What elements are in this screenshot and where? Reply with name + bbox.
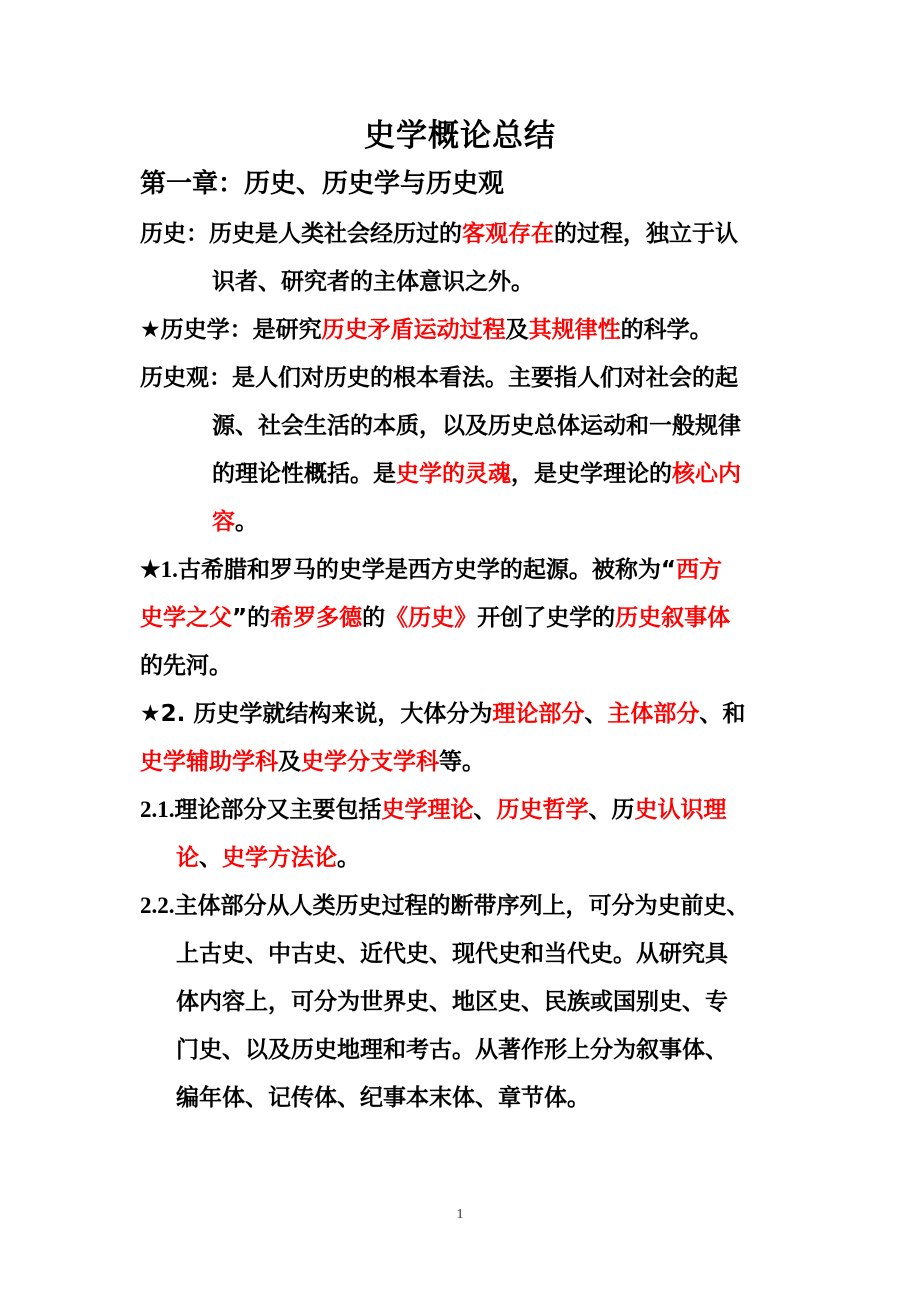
- highlighted-term: 史学方法论: [222, 845, 337, 871]
- text-segment: 历史：历史是人类社会经历过的: [140, 221, 462, 247]
- text-segment: 等。: [439, 749, 485, 775]
- paragraph-history: [140, 210, 790, 306]
- highlighted-term: 历史哲学: [496, 797, 589, 823]
- text-segment: 门史、以及历史地理和考古。从著作形上分为叙事体、: [176, 1037, 728, 1063]
- paragraph-point-2: [140, 690, 790, 786]
- text-segment: 的先河。: [140, 653, 232, 679]
- text-line: [140, 1074, 790, 1122]
- text-line: [140, 546, 790, 594]
- highlighted-term: 史认识理: [634, 797, 727, 823]
- highlighted-term: 史学分支学科: [301, 749, 439, 775]
- text-line: [140, 258, 790, 306]
- text-line: [140, 786, 790, 834]
- text-segment: ★2. 历史学就结构来说，大体分为: [140, 701, 493, 727]
- text-line: [140, 306, 790, 354]
- highlighted-term: 希罗多德: [270, 605, 363, 631]
- document-title: 史学概论总结: [364, 118, 556, 154]
- text-segment: 的科学。: [620, 317, 713, 343]
- text-segment: 主体部分从人类历史过程的断带序列上，可分为史前史、: [174, 893, 750, 919]
- chapter-heading: 第一章：历史、历史学与历史观: [140, 169, 505, 199]
- text-line: [140, 834, 790, 882]
- text-line: [140, 642, 790, 690]
- highlighted-term: 西方: [676, 557, 722, 583]
- text-segment: 及: [505, 317, 529, 343]
- paragraph-point-2-1: [140, 786, 790, 882]
- text-segment: 、: [584, 701, 608, 727]
- paragraph-point-2-2: [140, 882, 790, 1122]
- paragraph-point-1: [140, 546, 790, 690]
- text-segment: 2.1.: [140, 797, 175, 822]
- text-segment: 编年体、记传体、纪事本末体、章节体。: [176, 1085, 590, 1111]
- text-segment: 的: [362, 605, 386, 631]
- text-line: [140, 882, 790, 930]
- highlighted-term: 《历史》: [385, 605, 478, 631]
- highlighted-term: 论: [176, 845, 199, 871]
- highlighted-term: 容: [212, 509, 235, 535]
- text-segment: 体内容上，可分为世界史、地区史、民族或国别史、专: [176, 989, 728, 1015]
- text-line: [140, 450, 790, 498]
- text-line: [140, 594, 790, 642]
- paragraph-historical-view: [140, 354, 790, 546]
- text-segment: ，是史学理论的: [511, 461, 672, 487]
- highlighted-term: 历史矛盾运动过程: [321, 317, 506, 343]
- text-segment: 源、社会生活的本质，以及历史总体运动和一般规律: [212, 413, 741, 439]
- text-line: [140, 354, 790, 402]
- text-line: [140, 498, 790, 546]
- text-line: [140, 738, 790, 786]
- highlighted-term: 史学的灵魂: [396, 461, 511, 487]
- text-segment: 。: [337, 845, 360, 871]
- text-segment: ★1.: [140, 557, 178, 582]
- text-segment: ★历史学：是研究: [140, 317, 322, 343]
- text-line: [140, 210, 790, 258]
- text-segment: 的理论性概括。是: [212, 461, 396, 487]
- highlighted-term: 其规律性: [528, 317, 621, 343]
- text-segment: 。: [235, 509, 258, 535]
- text-segment: 及: [278, 749, 301, 775]
- text-segment: 识者、研究者的主体意识之外。: [212, 269, 534, 295]
- highlighted-term: 主体部分: [607, 701, 700, 727]
- text-segment: 、历: [588, 797, 635, 823]
- text-segment: ”的: [232, 605, 271, 631]
- highlighted-term: 客观存在: [462, 221, 554, 247]
- text-segment: 历史观：是人们对历史的根本看法。主要指人们对社会的起: [140, 365, 738, 391]
- text-line: [140, 690, 790, 738]
- highlighted-term: 史学辅助学科: [140, 749, 278, 775]
- text-line: [140, 1026, 790, 1074]
- text-segment: 古希腊和罗马的史学是西方史学的起源。被称为“: [177, 557, 676, 583]
- highlighted-term: 历史叙事体: [615, 605, 731, 631]
- highlighted-term: 核心内: [672, 461, 741, 487]
- page-number: 1: [456, 1207, 464, 1222]
- text-line: [140, 402, 790, 450]
- highlighted-term: 史学之父: [140, 605, 232, 631]
- text-line: [140, 978, 790, 1026]
- text-segment: 上古史、中古史、近代史、现代史和当代史。从研究具: [176, 941, 728, 967]
- text-segment: 、: [199, 845, 222, 871]
- text-segment: 2.2.: [140, 893, 175, 918]
- text-segment: 、和: [699, 701, 746, 727]
- highlighted-term: 理论部分: [492, 701, 585, 727]
- text-segment: 的过程，独立于认: [554, 221, 738, 247]
- paragraph-historiography: [140, 306, 790, 354]
- text-segment: 开创了史学的: [477, 605, 616, 631]
- text-segment: 理论部分又主要包括: [174, 797, 382, 823]
- text-segment: 、: [473, 797, 497, 823]
- highlighted-term: 史学理论: [381, 797, 474, 823]
- text-line: [140, 930, 790, 978]
